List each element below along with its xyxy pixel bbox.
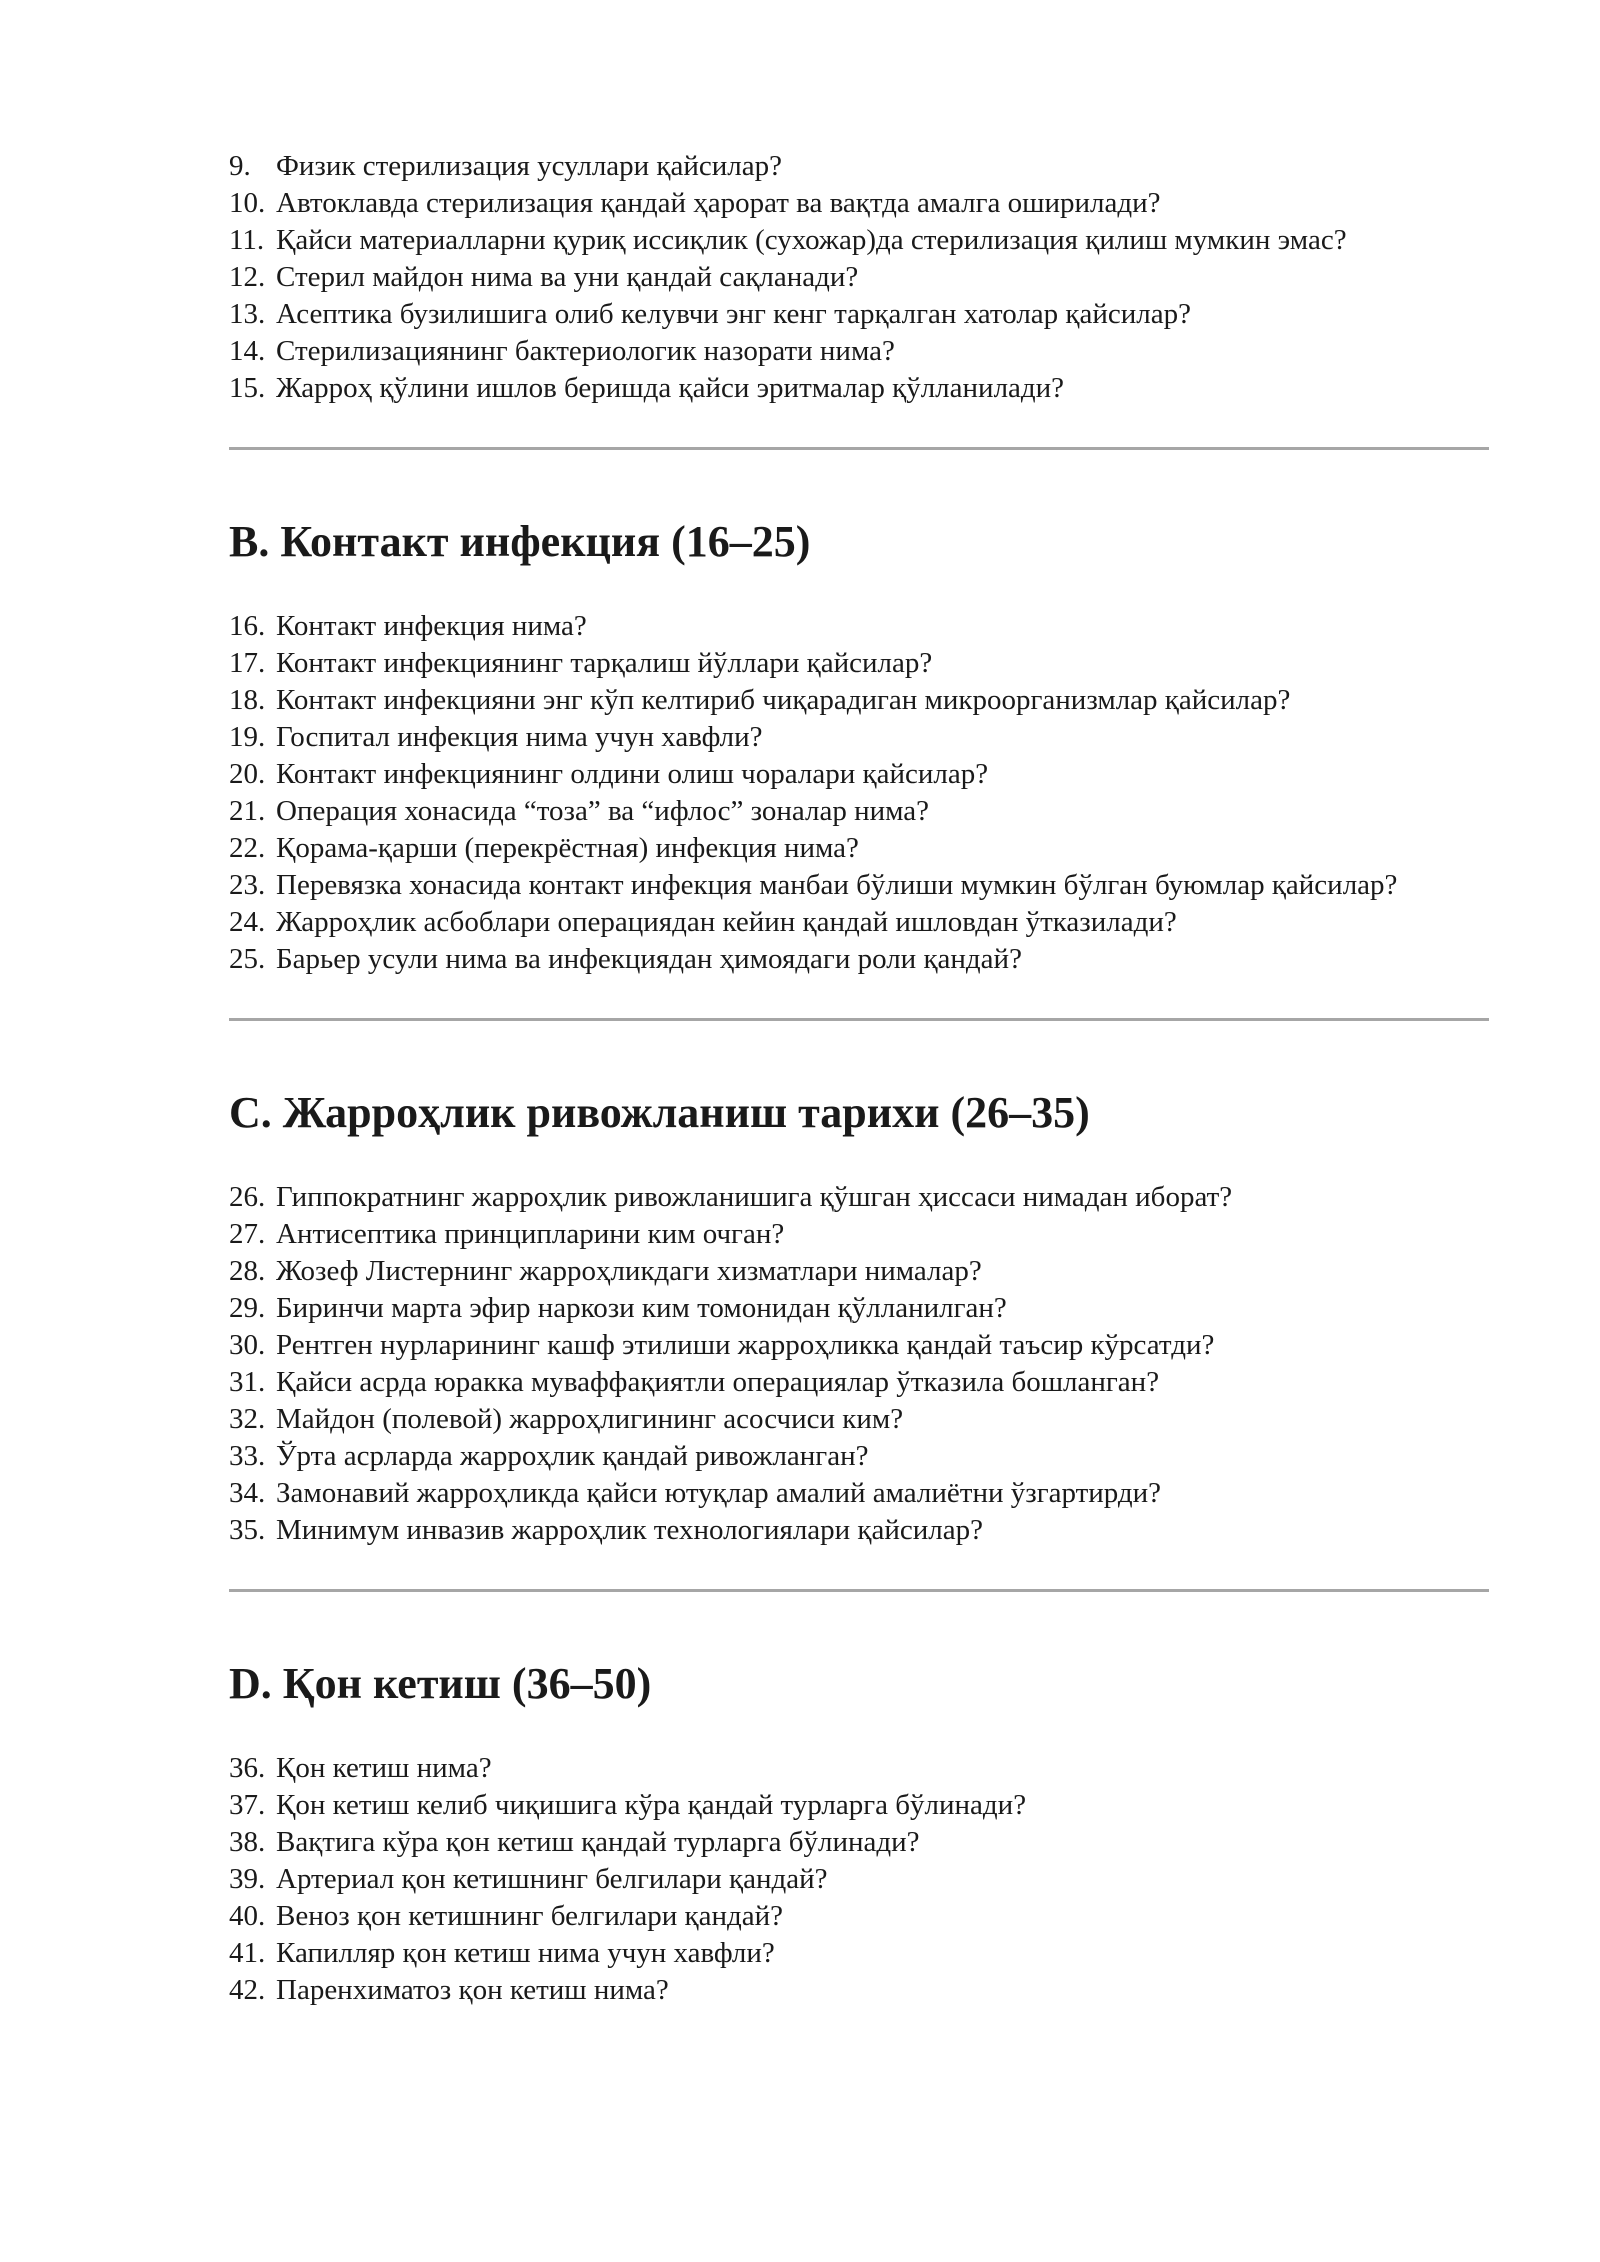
question-item	[229, 222, 1486, 259]
question-number: 35.	[229, 1514, 266, 1546]
question-number: 33.	[229, 1440, 266, 1472]
question-text: Автоклавда стерилизация қандай ҳарорат ва вақтда амалга оширилади?	[276, 187, 1161, 219]
question-number: 39.	[229, 1863, 266, 1895]
question-item	[229, 645, 1486, 682]
question-number: 41.	[229, 1937, 266, 1969]
question-item	[229, 185, 1486, 222]
question-number: 32.	[229, 1403, 266, 1435]
question-text: Гиппократнинг жарроҳлик ривожланишига қўшган ҳиссаси нимадан иборат?	[276, 1181, 1233, 1213]
question-text: Госпитал инфекция нима учун хавфли?	[276, 721, 763, 753]
question-item	[229, 1824, 1486, 1861]
question-text: Рентген нурларининг кашф этилиши жарроҳликка қандай таъсир кўрсатди?	[276, 1329, 1215, 1361]
question-item	[229, 1512, 1486, 1549]
question-text: Минимум инвазив жарроҳлик технологиялари қайсилар?	[276, 1514, 984, 1546]
question-number: 36.	[229, 1752, 266, 1784]
question-number: 19.	[229, 721, 266, 753]
question-number: 13.	[229, 298, 266, 330]
question-text: Жарроҳлик асбоблари операциядан кейин қандай ишловдан ўтказилади?	[276, 906, 1177, 938]
section-title: B. Контакт инфекция (16–25)	[229, 517, 811, 566]
question-number: 29.	[229, 1292, 266, 1324]
question-item	[229, 1898, 1486, 1935]
question-item	[229, 259, 1486, 296]
question-text: Стерилизациянинг бактериологик назорати нима?	[276, 335, 895, 367]
question-item	[229, 1935, 1486, 1972]
question-item	[229, 1364, 1486, 1401]
question-number: 23.	[229, 869, 266, 901]
question-text: Қон кетиш келиб чиқишига кўра қандай турларга бўлинади?	[276, 1789, 1027, 1821]
question-number: 12.	[229, 261, 266, 293]
question-text: Артериал қон кетишнинг белгилари қандай?	[276, 1863, 828, 1895]
question-item	[229, 793, 1486, 830]
question-list	[229, 1750, 1486, 2009]
question-number: 28.	[229, 1255, 266, 1287]
question-item	[229, 756, 1486, 793]
question-text: Биринчи марта эфир наркози ким томонидан қўлланилган?	[276, 1292, 1007, 1324]
question-number: 30.	[229, 1329, 266, 1361]
question-text: Операция хонасида “тоза” ва “ифлос” зоналар нима?	[276, 795, 930, 827]
question-number: 31.	[229, 1366, 266, 1398]
question-item	[229, 370, 1486, 407]
question-text: Капилляр қон кетиш нима учун хавфли?	[276, 1937, 775, 1969]
question-number: 38.	[229, 1826, 266, 1858]
section-title: C. Жарроҳлик ривожланиш тарихи (26–35)	[229, 1088, 1090, 1137]
question-item	[229, 1253, 1486, 1290]
question-item	[229, 1438, 1486, 1475]
question-item	[229, 1475, 1486, 1512]
question-item	[229, 1327, 1486, 1364]
question-number: 18.	[229, 684, 266, 716]
section-b	[229, 516, 1486, 1021]
question-number: 24.	[229, 906, 266, 938]
question-list	[229, 1179, 1486, 1549]
question-text: Замонавий жарроҳликда қайси ютуқлар амалий амалиётни ўзгартирди?	[276, 1477, 1162, 1509]
question-number: 26.	[229, 1181, 266, 1213]
section-divider	[229, 1589, 1489, 1592]
question-text: Қайси асрда юракка муваффақиятли операциялар ўтказила бошланган?	[276, 1366, 1160, 1398]
question-item	[229, 1216, 1486, 1253]
question-text: Веноз қон кетишнинг белгилари қандай?	[276, 1900, 784, 1932]
section-d	[229, 1658, 1486, 2009]
question-number: 17.	[229, 647, 266, 679]
question-item	[229, 148, 1486, 185]
question-text: Ўрта асрларда жарроҳлик қандай ривожланган?	[276, 1440, 869, 1472]
question-item	[229, 1750, 1486, 1787]
question-text: Контакт инфекцияни энг кўп келтириб чиқарадиган микроорганизмлар қайсилар?	[276, 684, 1291, 716]
question-item	[229, 830, 1486, 867]
question-text: Асептика бузилишига олиб келувчи энг кенг тарқалган хатолар қайсилар?	[276, 298, 1192, 330]
question-number: 16.	[229, 610, 266, 642]
question-item	[229, 1290, 1486, 1327]
question-text: Жозеф Листернинг жарроҳликдаги хизматлари нималар?	[276, 1255, 982, 1287]
question-number: 15.	[229, 372, 266, 404]
question-number: 40.	[229, 1900, 266, 1932]
question-list	[229, 608, 1486, 978]
question-text: Майдон (полевой) жарроҳлигининг асосчиси ким?	[276, 1403, 904, 1435]
question-number: 11.	[229, 224, 265, 256]
question-text: Қайси материалларни қуриқ иссиқлик (сухожар)да стерилизация қилиш мумкин эмас?	[276, 224, 1347, 256]
question-text: Қорама-қарши (перекрёстная) инфекция нима?	[276, 832, 859, 864]
question-number: 9.	[229, 150, 251, 182]
question-number: 10.	[229, 187, 266, 219]
question-item	[229, 333, 1486, 370]
section-c	[229, 1087, 1486, 1592]
question-item	[229, 682, 1486, 719]
question-item	[229, 904, 1486, 941]
question-number: 14.	[229, 335, 266, 367]
question-text: Барьер усули нима ва инфекциядан ҳимоядаги роли қандай?	[276, 943, 1022, 975]
question-number: 20.	[229, 758, 266, 790]
question-list-a-continued	[229, 148, 1486, 407]
question-text: Жарроҳ қўлини ишлов беришда қайси эритмалар қўлланилади?	[276, 372, 1065, 404]
question-text: Паренхиматоз қон кетиш нима?	[276, 1974, 669, 2006]
question-text: Стерил майдон нима ва уни қандай сақланади?	[276, 261, 859, 293]
question-text: Контакт инфекциянинг олдини олиш чоралари қайсилар?	[276, 758, 989, 790]
question-item	[229, 1861, 1486, 1898]
question-number: 34.	[229, 1477, 266, 1509]
question-item	[229, 1179, 1486, 1216]
section-title: D. Қон кетиш (36–50)	[229, 1659, 652, 1708]
question-text: Вақтига кўра қон кетиш қандай турларга бўлинади?	[276, 1826, 920, 1858]
question-text: Контакт инфекция нима?	[276, 610, 587, 642]
question-text: Контакт инфекциянинг тарқалиш йўллари қайсилар?	[276, 647, 933, 679]
question-number: 42.	[229, 1974, 266, 2006]
question-number: 21.	[229, 795, 266, 827]
question-number: 25.	[229, 943, 266, 975]
question-item	[229, 608, 1486, 645]
question-number: 37.	[229, 1789, 266, 1821]
question-item	[229, 1401, 1486, 1438]
section-divider	[229, 447, 1489, 450]
question-item	[229, 1787, 1486, 1824]
question-item	[229, 867, 1486, 904]
section-divider	[229, 1018, 1489, 1021]
question-number: 27.	[229, 1218, 266, 1250]
question-item	[229, 296, 1486, 333]
question-item	[229, 1972, 1486, 2009]
question-text: Перевязка хонасида контакт инфекция манбаи бўлиши мумкин бўлган буюмлар қайсилар?	[276, 869, 1398, 901]
question-item	[229, 941, 1486, 978]
question-text: Антисептика принципларини ким очган?	[276, 1218, 785, 1250]
question-item	[229, 719, 1486, 756]
question-text: Физик стерилизация усуллари қайсилар?	[276, 150, 783, 182]
question-number: 22.	[229, 832, 266, 864]
question-text: Қон кетиш нима?	[276, 1752, 492, 1784]
